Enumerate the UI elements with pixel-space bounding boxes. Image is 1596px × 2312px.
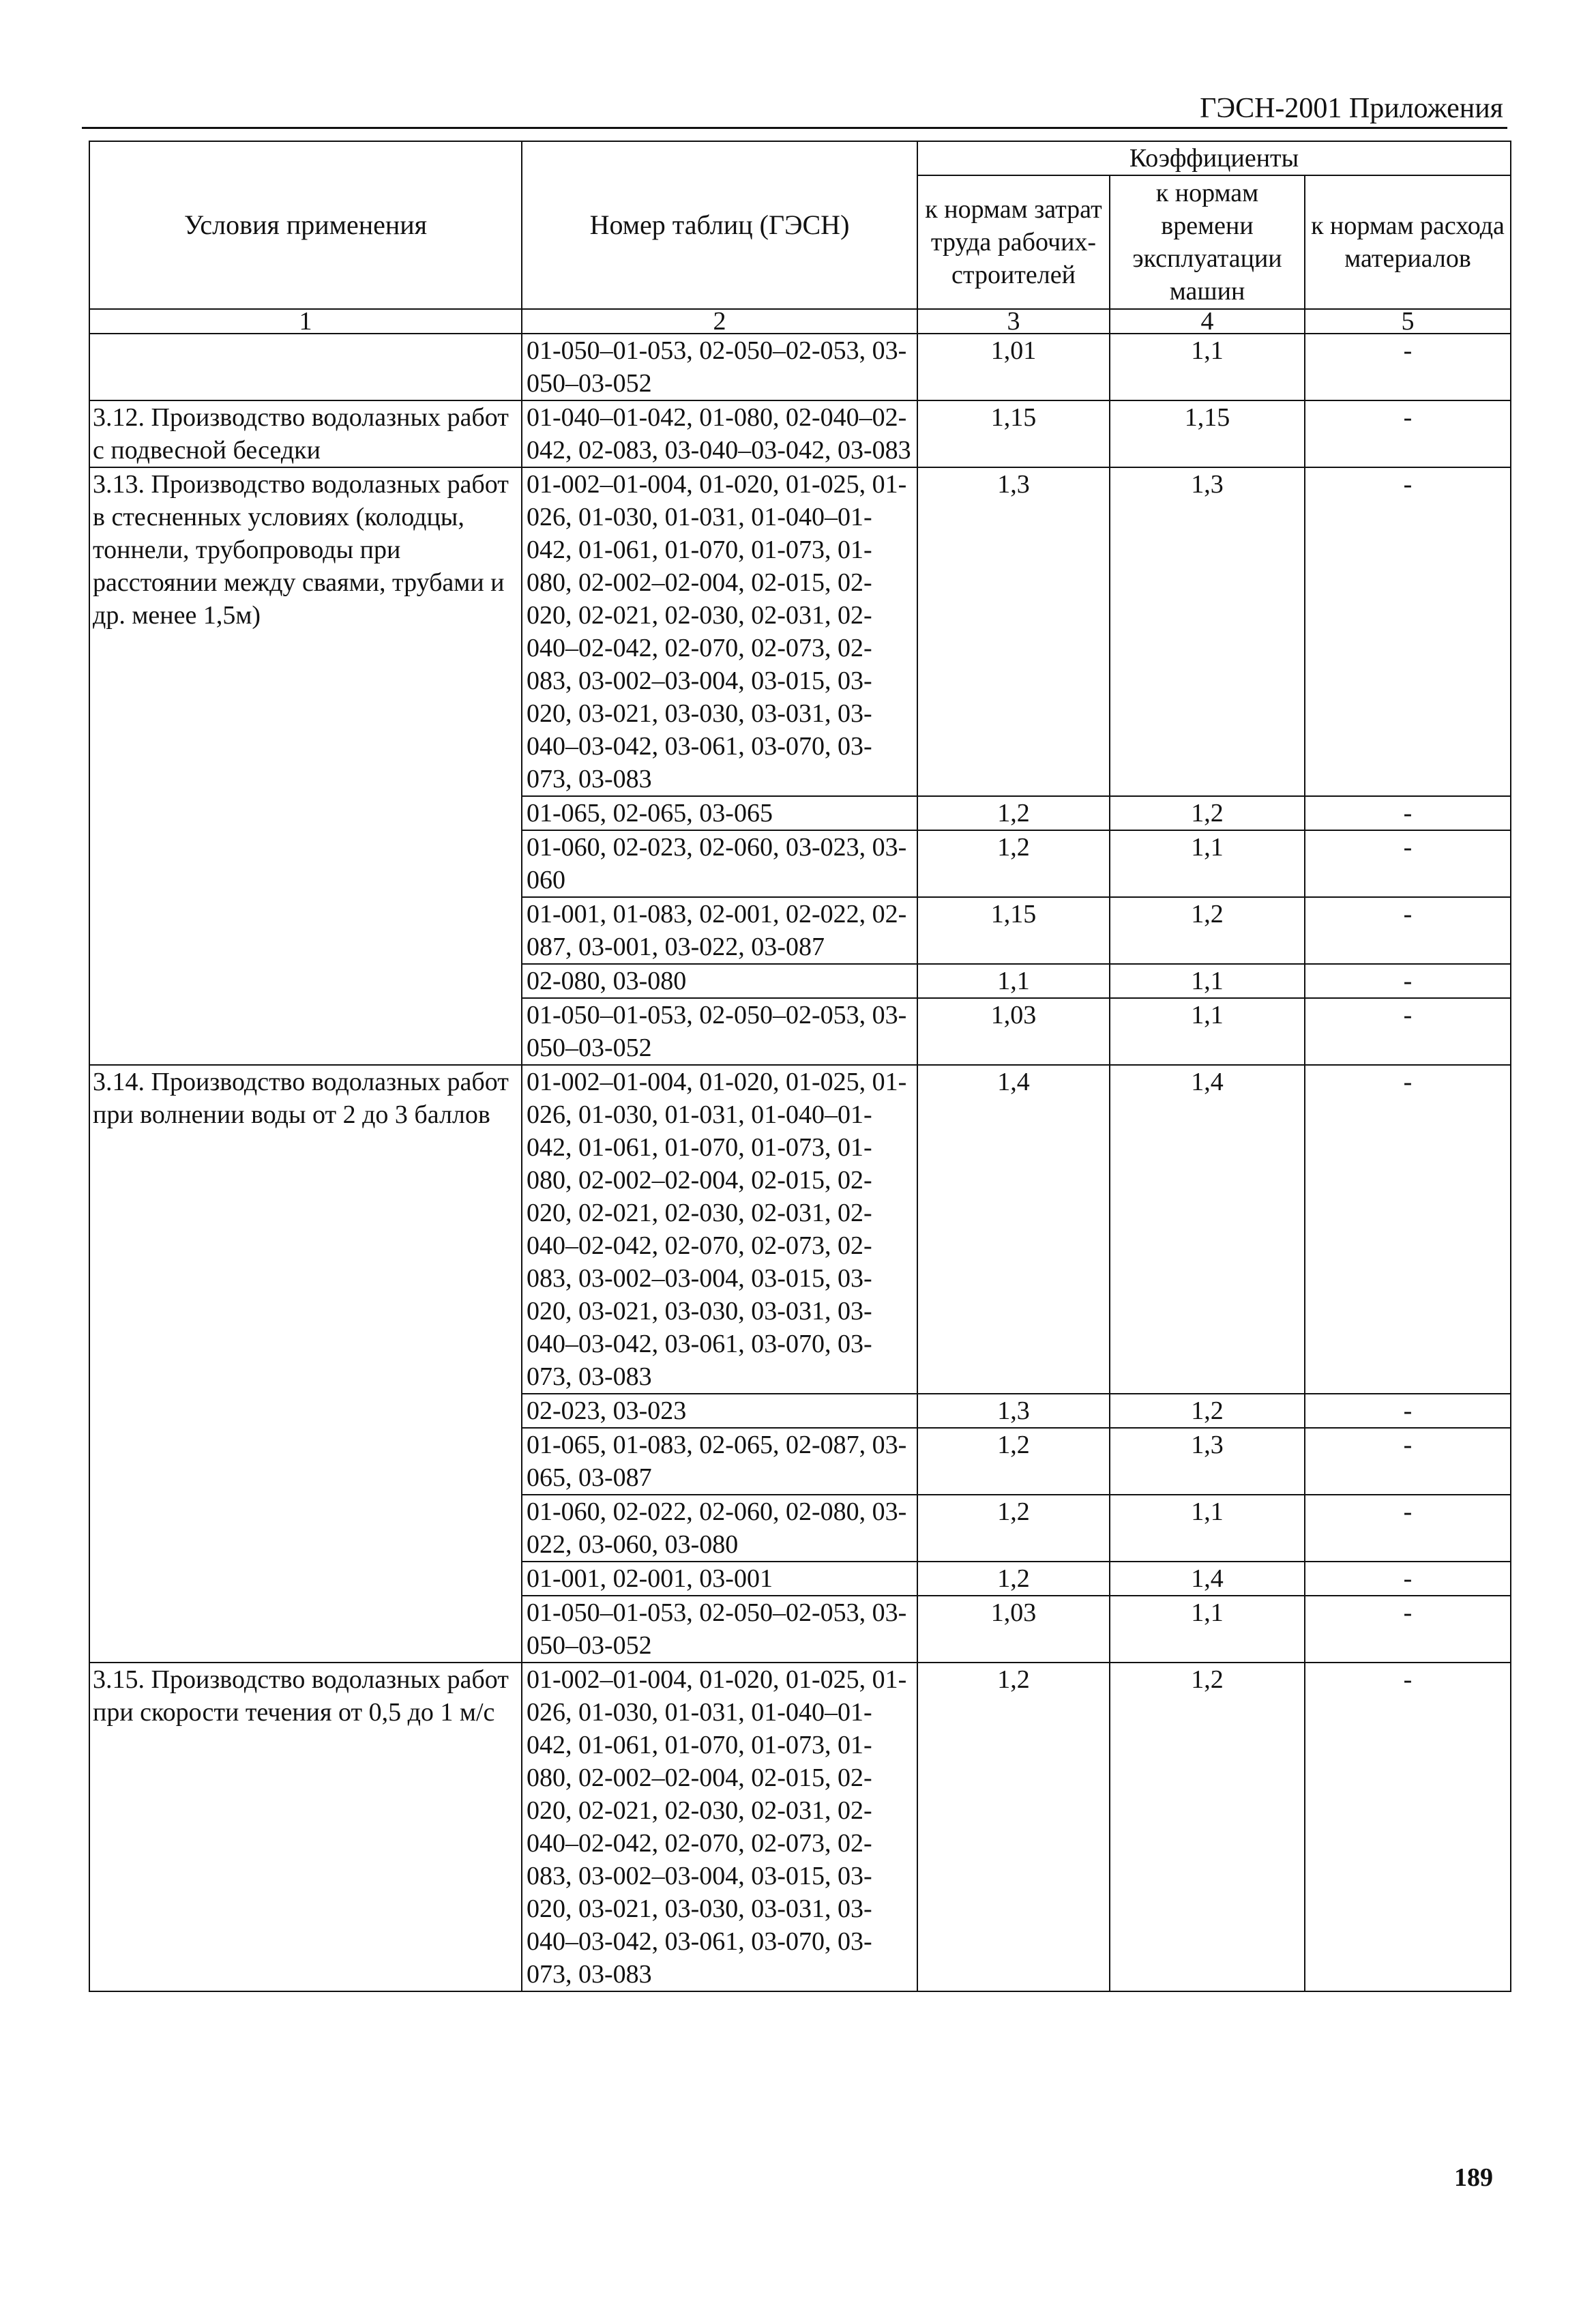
table-numbers-cell: 01-060, 02-022, 02-060, 02-080, 03-022, 03-060, 03-080 bbox=[522, 1495, 917, 1562]
machines-coefficient: 1,2 bbox=[1110, 796, 1305, 830]
labor-coefficient: 1,2 bbox=[917, 796, 1110, 830]
table-row bbox=[89, 400, 1511, 467]
table-numbers-cell: 01-040–01-042, 01-080, 02-040–02-042, 02-083, 03-040–03-042, 03-083 bbox=[522, 400, 917, 467]
condition-cell: 3.13. Производство водолазных работ в стесненных условиях (колодцы, тоннели, трубопроводы при расстоянии между сваями, трубами и др. менее 1,5м) bbox=[89, 467, 522, 1065]
machines-coefficient: 1,1 bbox=[1110, 830, 1305, 897]
table-numbers-cell: 01-050–01-053, 02-050–02-053, 03-050–03-052 bbox=[522, 1596, 917, 1663]
running-header bbox=[82, 86, 1507, 129]
materials-coefficient: - bbox=[1305, 796, 1511, 830]
table-numbers-cell: 01-050–01-053, 02-050–02-053, 03-050–03-052 bbox=[522, 334, 917, 400]
materials-coefficient: - bbox=[1305, 1495, 1511, 1562]
machines-coefficient: 1,2 bbox=[1110, 1394, 1305, 1428]
table-numbers-cell: 01-060, 02-023, 02-060, 03-023, 03-060 bbox=[522, 830, 917, 897]
table-numbers-cell: 02-023, 03-023 bbox=[522, 1394, 917, 1428]
machines-coefficient: 1,15 bbox=[1110, 400, 1305, 467]
materials-coefficient: - bbox=[1305, 1065, 1511, 1394]
labor-coefficient: 1,03 bbox=[917, 1596, 1110, 1663]
table-row bbox=[89, 334, 1511, 400]
column-number: 3 bbox=[917, 309, 1110, 334]
machines-coefficient: 1,3 bbox=[1110, 1428, 1305, 1495]
table-row bbox=[89, 1065, 1511, 1394]
materials-coefficient: - bbox=[1305, 1596, 1511, 1663]
machines-coefficient: 1,3 bbox=[1110, 467, 1305, 796]
header-materials: к нормам расхода материалов bbox=[1305, 175, 1511, 309]
materials-coefficient: - bbox=[1305, 830, 1511, 897]
header-title: ГЭСН-2001 Приложения bbox=[1200, 93, 1503, 124]
materials-coefficient: - bbox=[1305, 964, 1511, 998]
condition-cell: 3.15. Производство водолазных работ при скорости течения от 0,5 до 1 м/с bbox=[89, 1663, 522, 1991]
condition-cell: 3.14. Производство водолазных работ при волнении воды от 2 до 3 баллов bbox=[89, 1065, 522, 1663]
header-conditions: Условия применения bbox=[89, 141, 522, 309]
labor-coefficient: 1,2 bbox=[917, 830, 1110, 897]
labor-coefficient: 1,15 bbox=[917, 400, 1110, 467]
table-numbers-cell: 01-065, 02-065, 03-065 bbox=[522, 796, 917, 830]
column-numbers-row bbox=[89, 309, 1511, 334]
machines-coefficient: 1,1 bbox=[1110, 1596, 1305, 1663]
condition-cell: 3.12. Производство водолазных работ с подвесной беседки bbox=[89, 400, 522, 467]
condition-cell bbox=[89, 334, 522, 400]
column-number: 5 bbox=[1305, 309, 1511, 334]
column-number: 4 bbox=[1110, 309, 1305, 334]
table-numbers-cell: 02-080, 03-080 bbox=[522, 964, 917, 998]
machines-coefficient: 1,4 bbox=[1110, 1562, 1305, 1596]
materials-coefficient: - bbox=[1305, 334, 1511, 400]
labor-coefficient: 1,3 bbox=[917, 1394, 1110, 1428]
materials-coefficient: - bbox=[1305, 1394, 1511, 1428]
labor-coefficient: 1,2 bbox=[917, 1663, 1110, 1991]
materials-coefficient: - bbox=[1305, 400, 1511, 467]
labor-coefficient: 1,15 bbox=[917, 897, 1110, 964]
labor-coefficient: 1,2 bbox=[917, 1562, 1110, 1596]
machines-coefficient: 1,1 bbox=[1110, 1495, 1305, 1562]
labor-coefficient: 1,03 bbox=[917, 998, 1110, 1065]
machines-coefficient: 1,4 bbox=[1110, 1065, 1305, 1394]
labor-coefficient: 1,2 bbox=[917, 1495, 1110, 1562]
table-row bbox=[89, 1663, 1511, 1991]
labor-coefficient: 1,4 bbox=[917, 1065, 1110, 1394]
column-number: 2 bbox=[522, 309, 917, 334]
labor-coefficient: 1,3 bbox=[917, 467, 1110, 796]
table-numbers-cell: 01-001, 01-083, 02-001, 02-022, 02-087, 03-001, 03-022, 03-087 bbox=[522, 897, 917, 964]
labor-coefficient: 1,01 bbox=[917, 334, 1110, 400]
table-numbers-cell: 01-050–01-053, 02-050–02-053, 03-050–03-052 bbox=[522, 998, 917, 1065]
machines-coefficient: 1,2 bbox=[1110, 897, 1305, 964]
header-table-numbers: Номер таблиц (ГЭСН) bbox=[522, 141, 917, 309]
table-row bbox=[89, 467, 1511, 796]
table-numbers-cell: 01-001, 02-001, 03-001 bbox=[522, 1562, 917, 1596]
table-numbers-cell: 01-002–01-004, 01-020, 01-025, 01-026, 01-030, 01-031, 01-040–01-042, 01-061, 01-070, 01-073, 01-080, 02-002–02-004, 02-015, 02-020, 02-021, 02-030, 02-031, 02-040–02-042, 02-070, 02-073, 02-083, 03-002–03-004, 03-015, 03-020, 03-021, 03-030, 03-031, 03-040–03-042, 03-061, 03-070, 03-073, 03-083 bbox=[522, 1065, 917, 1394]
machines-coefficient: 1,1 bbox=[1110, 334, 1305, 400]
table-numbers-cell: 01-002–01-004, 01-020, 01-025, 01-026, 01-030, 01-031, 01-040–01-042, 01-061, 01-070, 01-073, 01-080, 02-002–02-004, 02-015, 02-020, 02-021, 02-030, 02-031, 02-040–02-042, 02-070, 02-073, 02-083, 03-002–03-004, 03-015, 03-020, 03-021, 03-030, 03-031, 03-040–03-042, 03-061, 03-070, 03-073, 03-083 bbox=[522, 1663, 917, 1991]
page-number: 189 bbox=[1454, 2163, 1493, 2192]
table-numbers-cell: 01-002–01-004, 01-020, 01-025, 01-026, 01-030, 01-031, 01-040–01-042, 01-061, 01-070, 01-073, 01-080, 02-002–02-004, 02-015, 02-020, 02-021, 02-030, 02-031, 02-040–02-042, 02-070, 02-073, 02-083, 03-002–03-004, 03-015, 03-020, 03-021, 03-030, 03-031, 03-040–03-042, 03-061, 03-070, 03-073, 03-083 bbox=[522, 467, 917, 796]
labor-coefficient: 1,1 bbox=[917, 964, 1110, 998]
materials-coefficient: - bbox=[1305, 1428, 1511, 1495]
materials-coefficient: - bbox=[1305, 897, 1511, 964]
materials-coefficient: - bbox=[1305, 998, 1511, 1065]
header-coefficients: Коэффициенты bbox=[917, 141, 1511, 175]
column-number: 1 bbox=[89, 309, 522, 334]
machines-coefficient: 1,1 bbox=[1110, 998, 1305, 1065]
machines-coefficient: 1,1 bbox=[1110, 964, 1305, 998]
machines-coefficient: 1,2 bbox=[1110, 1663, 1305, 1991]
header-labor: к нормам затрат труда рабочих-строителей bbox=[917, 175, 1110, 309]
materials-coefficient: - bbox=[1305, 467, 1511, 796]
labor-coefficient: 1,2 bbox=[917, 1428, 1110, 1495]
materials-coefficient: - bbox=[1305, 1562, 1511, 1596]
table-numbers-cell: 01-065, 01-083, 02-065, 02-087, 03-065, 03-087 bbox=[522, 1428, 917, 1495]
header-machines: к нормам времени эксплуатации машин bbox=[1110, 175, 1305, 309]
materials-coefficient: - bbox=[1305, 1663, 1511, 1991]
coefficients-table bbox=[89, 141, 1511, 1992]
